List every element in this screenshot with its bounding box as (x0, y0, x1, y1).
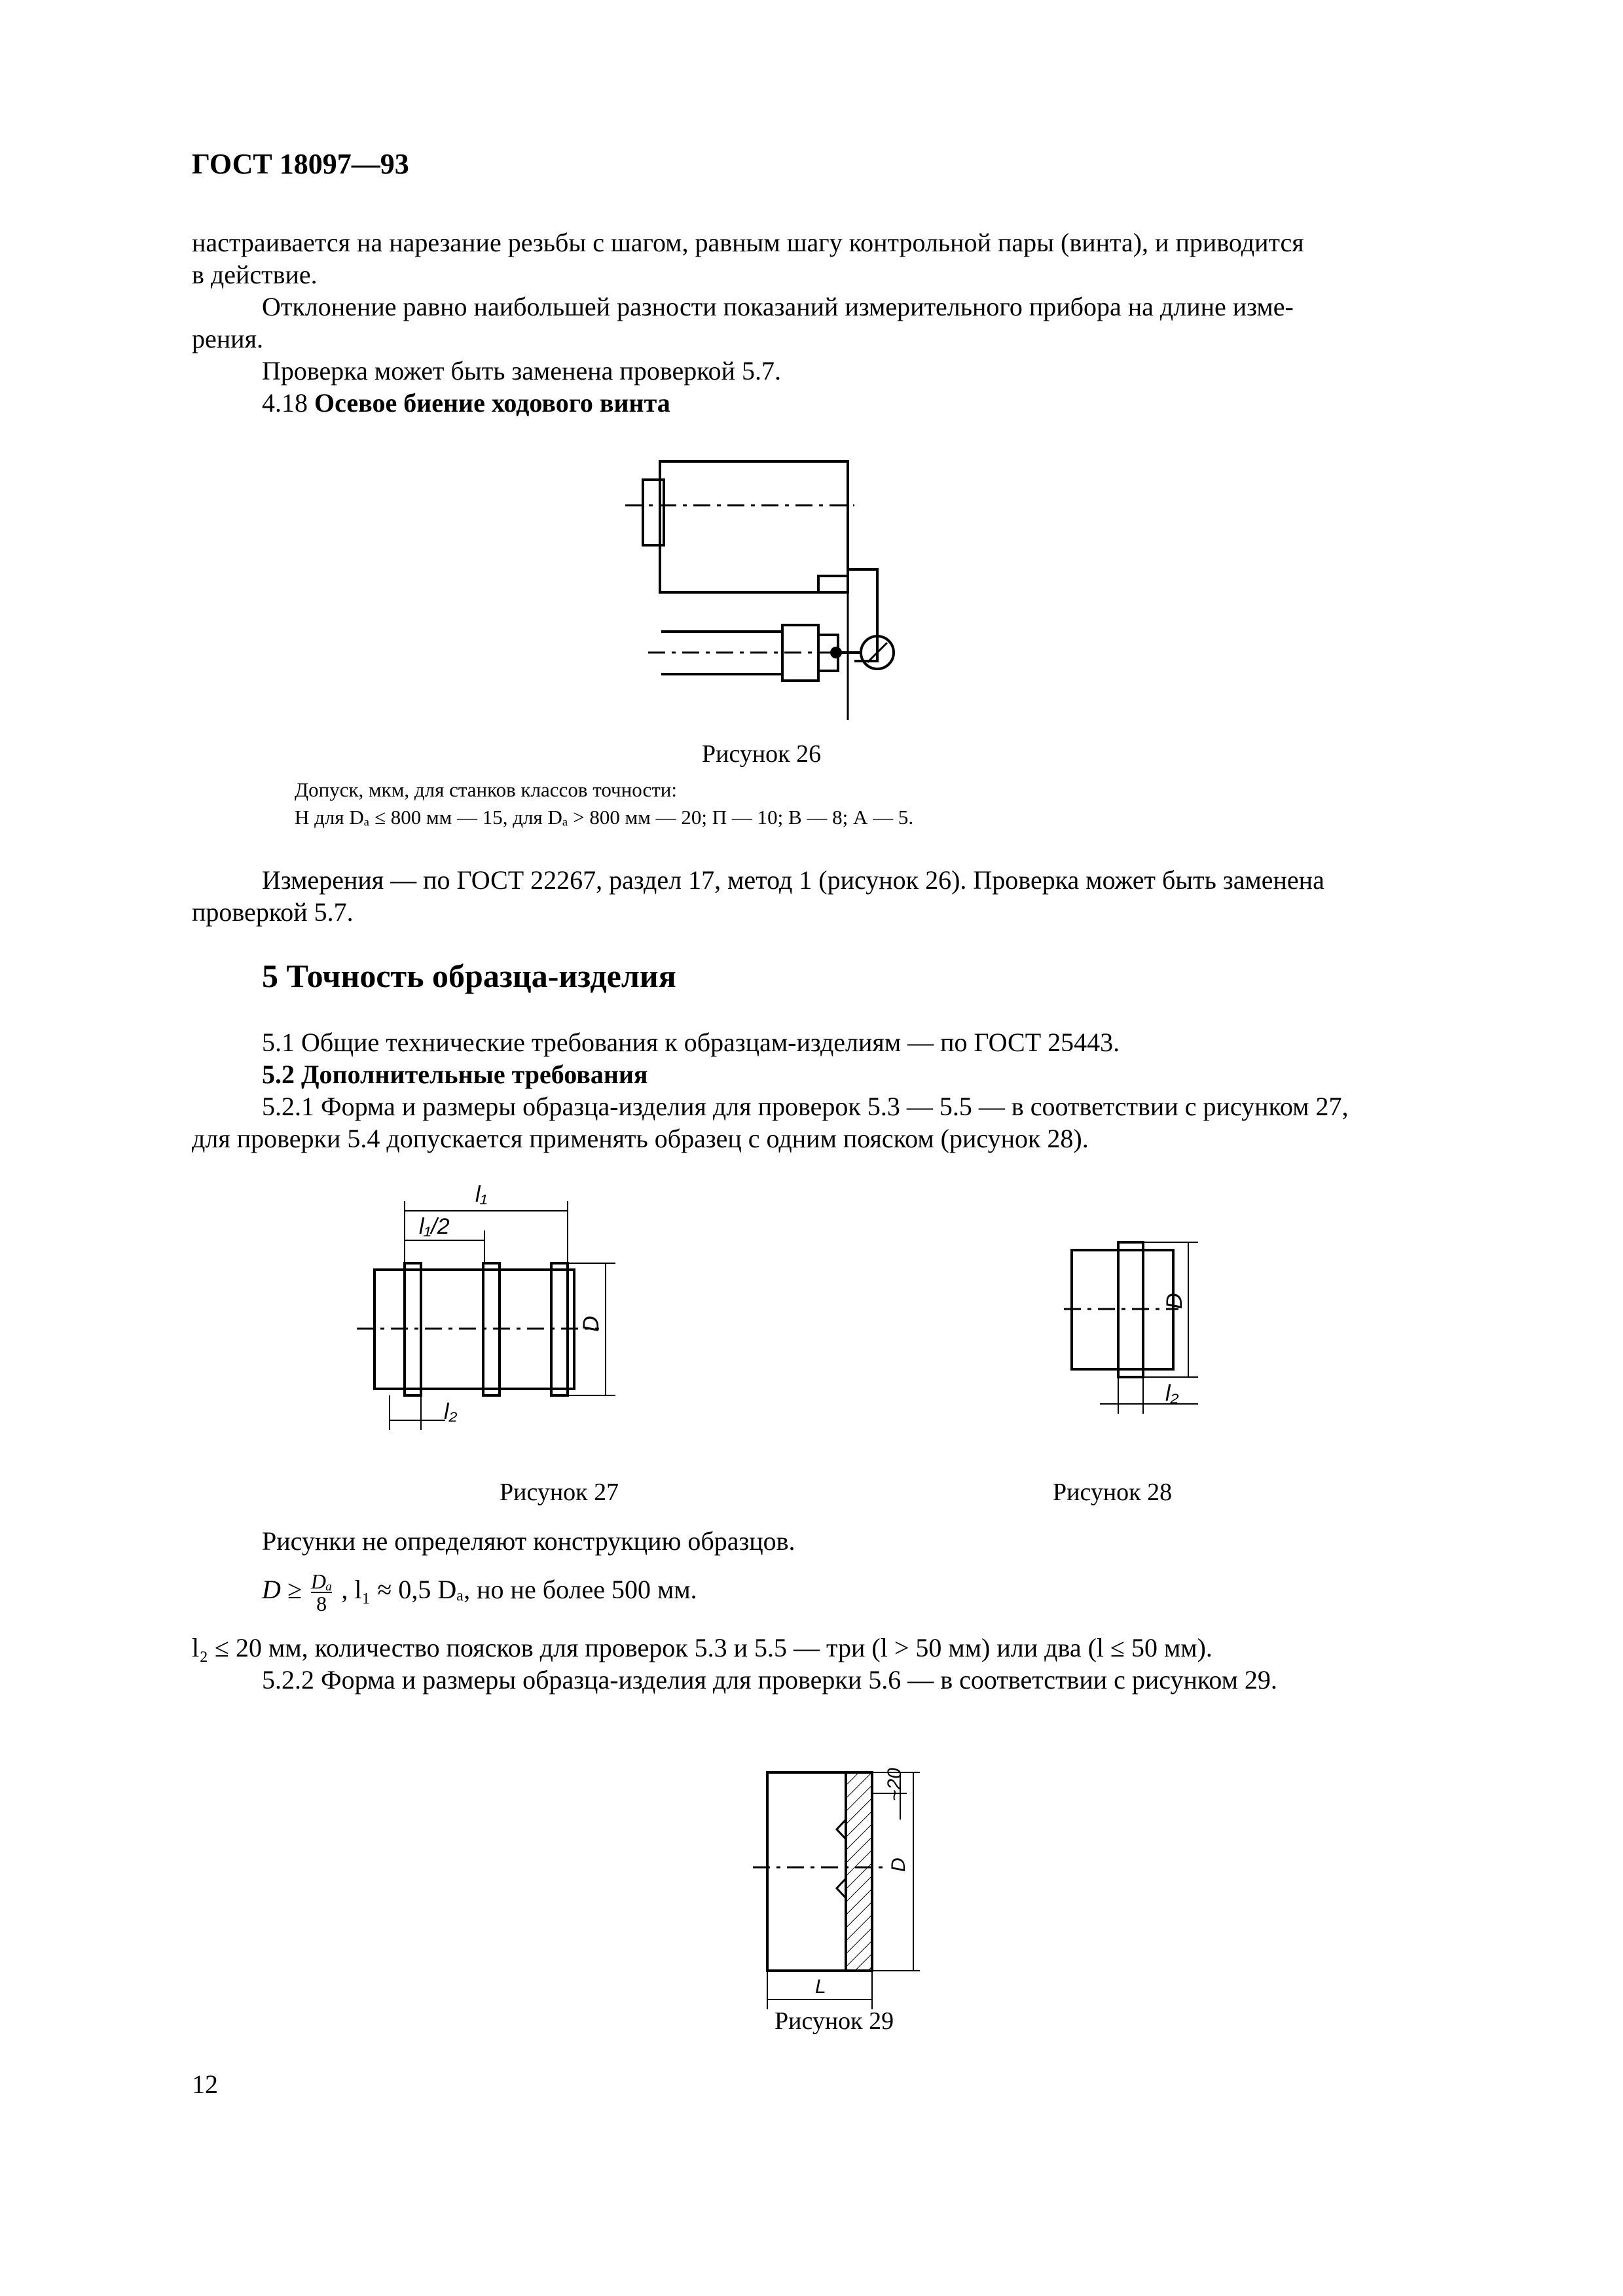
formula-fraction (311, 1571, 332, 1614)
spindle-nose (643, 480, 664, 545)
fig28-label-D: D (1162, 1293, 1187, 1309)
fig28-body (1072, 1250, 1173, 1369)
support-bracket (818, 569, 877, 661)
note-figures: Рисунки не определяют конструкцию образцов. (262, 1526, 795, 1556)
page-number: 12 (192, 2070, 218, 2099)
fig28-label-l2: l₂ (1165, 1381, 1179, 1406)
note-formula (262, 1571, 697, 1614)
fig29-hatched-wall (846, 1772, 872, 1971)
figure-27-caption: Рисунок 27 (500, 1479, 619, 1506)
section-5-title: 5 Точность образца-изделия (262, 958, 676, 994)
paragraph-5-2-2: 5.2.2 Форма и размеры образца-изделия для проверки 5.6 — в соответствии с рисунком 29. (262, 1665, 1277, 1695)
formula-numerator: Dₐ (310, 1570, 333, 1593)
paragraph-continuation-end: в действие. (192, 260, 318, 289)
fig29-tooth-2 (837, 1878, 846, 1898)
figure-28-caption: Рисунок 28 (1053, 1479, 1173, 1506)
fig27-label-l1: l₁ (475, 1182, 488, 1207)
paragraph-5-2-1-end: для проверки 5.4 допускается применять образец с одним пояском (рисунок 28). (192, 1124, 1089, 1153)
document-code: ГОСТ 18097—93 (192, 148, 409, 180)
subsection-number: 4.18 (262, 388, 308, 418)
fig29-tooth-1 (837, 1820, 846, 1839)
fig27-band-1 (405, 1263, 421, 1395)
fig27-band-2 (483, 1263, 500, 1395)
fig27-band-3 (551, 1263, 568, 1395)
headstock-body (660, 461, 848, 592)
paragraph-continuation: настраивается на нарезание резьбы с шагом, равным шагу контрольной пары (винта), и приводится (192, 228, 1304, 257)
paragraph-measurements: Измерения — по ГОСТ 22267, раздел 17, метод 1 (рисунок 26). Проверка может быть заменена (262, 865, 1324, 895)
frame-edge (671, 461, 848, 592)
fig27-body (374, 1270, 574, 1389)
formula-denominator: 8 (316, 1592, 327, 1615)
paragraph-5-2-1: 5.2.1 Форма и размеры образца-изделия для проверок 5.3 — 5.5 — в соответствии с рисунком 27, (262, 1092, 1349, 1121)
screw-nut (782, 625, 818, 681)
fig29-label-D: D (888, 1857, 909, 1872)
fig29-label-20: ~20 (884, 1768, 905, 1801)
dial-indicator-icon (861, 636, 894, 669)
screw-end (818, 635, 838, 671)
paragraph-measurements-end: проверкой 5.7. (192, 897, 354, 927)
paragraph-5-1: 5.1 Общие технические требования к образцам-изделиям — по ГОСТ 25443. (262, 1028, 1120, 1057)
paragraph-deviation-end: рения. (192, 324, 263, 353)
figure-29-caption: Рисунок 29 (775, 2007, 894, 2035)
subsection-title: Осевое биение ходового винта (314, 388, 670, 418)
contact-point (831, 648, 841, 657)
note-bands: l₂ ≤ 20 мм, количество поясков для проверок 5.3 и 5.5 — три (l > 50 мм) или два (l ≤ 50 мм). (192, 1633, 1213, 1662)
paragraph-5-2: 5.2 Дополнительные требования (262, 1060, 648, 1089)
dial-needle (867, 643, 887, 662)
figure-26-tolerance-heading: Допуск, мкм, для станков классов точности: (295, 778, 678, 801)
paragraph-deviation: Отклонение равно наибольшей разности показаний измерительного прибора на длине изме- (262, 292, 1294, 321)
subsection-4-18 (262, 387, 670, 419)
fig27-label-l2: l₂ (444, 1399, 458, 1424)
paragraph-replacement: Проверка может быть заменена проверкой 5.7. (262, 356, 782, 386)
formula-D: D ≥ (262, 1575, 302, 1605)
fig27-label-D: D (579, 1316, 604, 1332)
fig27-label-l1-half: l₁/2 (419, 1214, 450, 1239)
fig29-label-L: L (815, 1976, 826, 1998)
figure-26-caption: Рисунок 26 (702, 740, 822, 768)
fig29-body (767, 1772, 872, 1971)
fig28-band (1118, 1242, 1143, 1377)
figure-26-tolerance-values: Н для Dₐ ≤ 800 мм — 15, для Dₐ > 800 мм — 20; П — 10; В — 8; А — 5. (295, 806, 914, 829)
formula-rest: , l₁ ≈ 0,5 Dₐ, но не более 500 мм. (341, 1575, 697, 1605)
